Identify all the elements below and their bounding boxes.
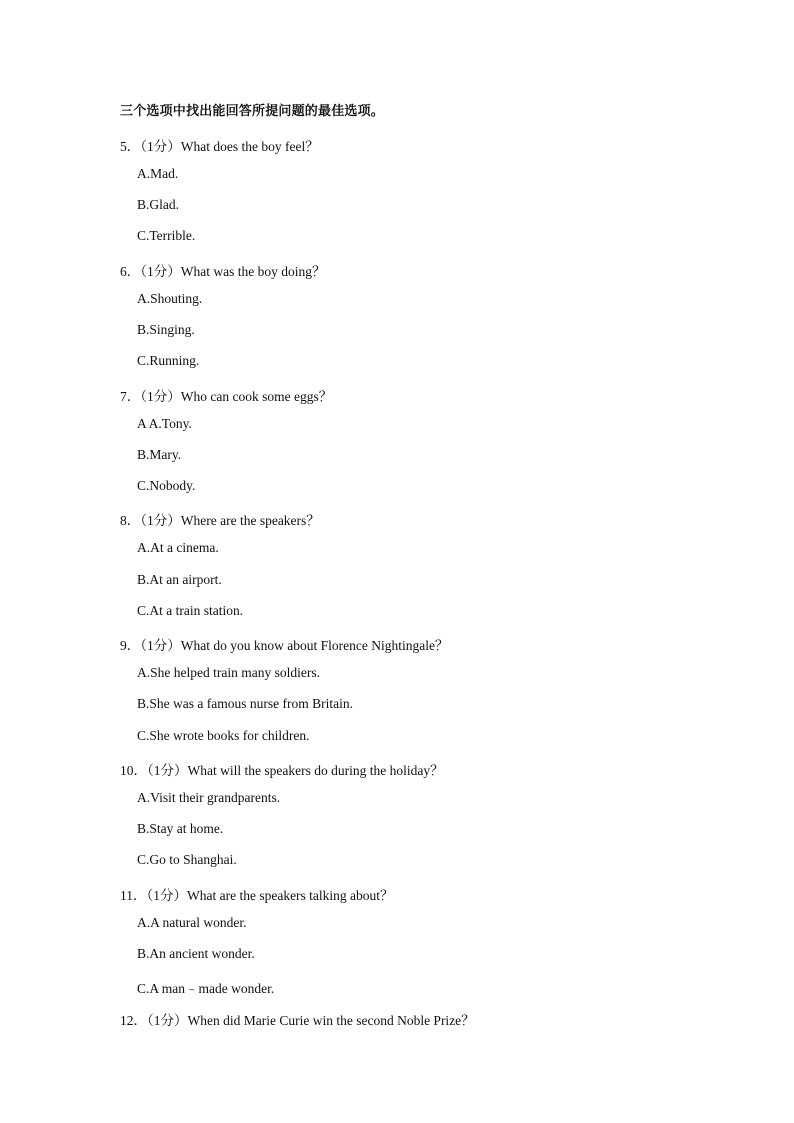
question-7-option-b: B.Mary.	[137, 447, 182, 462]
question-6-option-a: A.Shouting.	[137, 291, 203, 306]
question-9-stem: 9．（1分）What do you know about Florence Nightingale？	[120, 638, 449, 653]
question-6-option-b: B.Singing.	[137, 322, 195, 337]
question-8-option-b: B.At an airport.	[137, 572, 222, 587]
question-12-stem: 12．（1分）When did Marie Curie win the second Noble Prize？	[120, 1013, 475, 1028]
question-9-option-c: C.She wrote books for children.	[137, 728, 310, 743]
question-6-option-c: C.Running.	[137, 353, 200, 368]
question-10-option-c: C.Go to Shanghai.	[137, 852, 237, 867]
question-9-option-b: B.She was a famous nurse from Britain.	[137, 696, 353, 711]
question-11-stem: 11．（1分）What are the speakers talking about？	[120, 888, 394, 903]
question-11-option-b: B.An ancient wonder.	[137, 946, 255, 961]
question-7-option-c: C.Nobody.	[137, 478, 196, 493]
question-5-stem: 5．（1分）What does the boy feel？	[120, 139, 319, 154]
question-9-option-a: A.She helped train many soldiers.	[137, 665, 320, 680]
question-11-option-a: A.A natural wonder.	[137, 915, 247, 930]
question-11-option-c: C.A man﹣made wonder.	[137, 981, 275, 996]
question-8-option-a: A.At a cinema.	[137, 540, 219, 555]
question-5-option-a: A.Mad.	[137, 166, 179, 181]
question-7-option-a: A A.Tony.	[137, 416, 192, 431]
question-10-option-b: B.Stay at home.	[137, 821, 224, 836]
question-6-stem: 6．（1分）What was the boy doing？	[120, 264, 326, 279]
section-instruction: 三个选项中找出能回答所提问题的最佳选项。	[120, 104, 385, 119]
question-8-option-c: C.At a train station.	[137, 603, 244, 618]
question-7-stem: 7．（1分）Who can cook some eggs？	[120, 389, 333, 404]
question-10-stem: 10．（1分）What will the speakers do during the holiday？	[120, 763, 444, 778]
question-8-stem: 8．（1分）Where are the speakers？	[120, 513, 320, 528]
question-5-option-b: B.Glad.	[137, 197, 179, 212]
question-10-option-a: A.Visit their grandparents.	[137, 790, 281, 805]
question-5-option-c: C.Terrible.	[137, 228, 196, 243]
